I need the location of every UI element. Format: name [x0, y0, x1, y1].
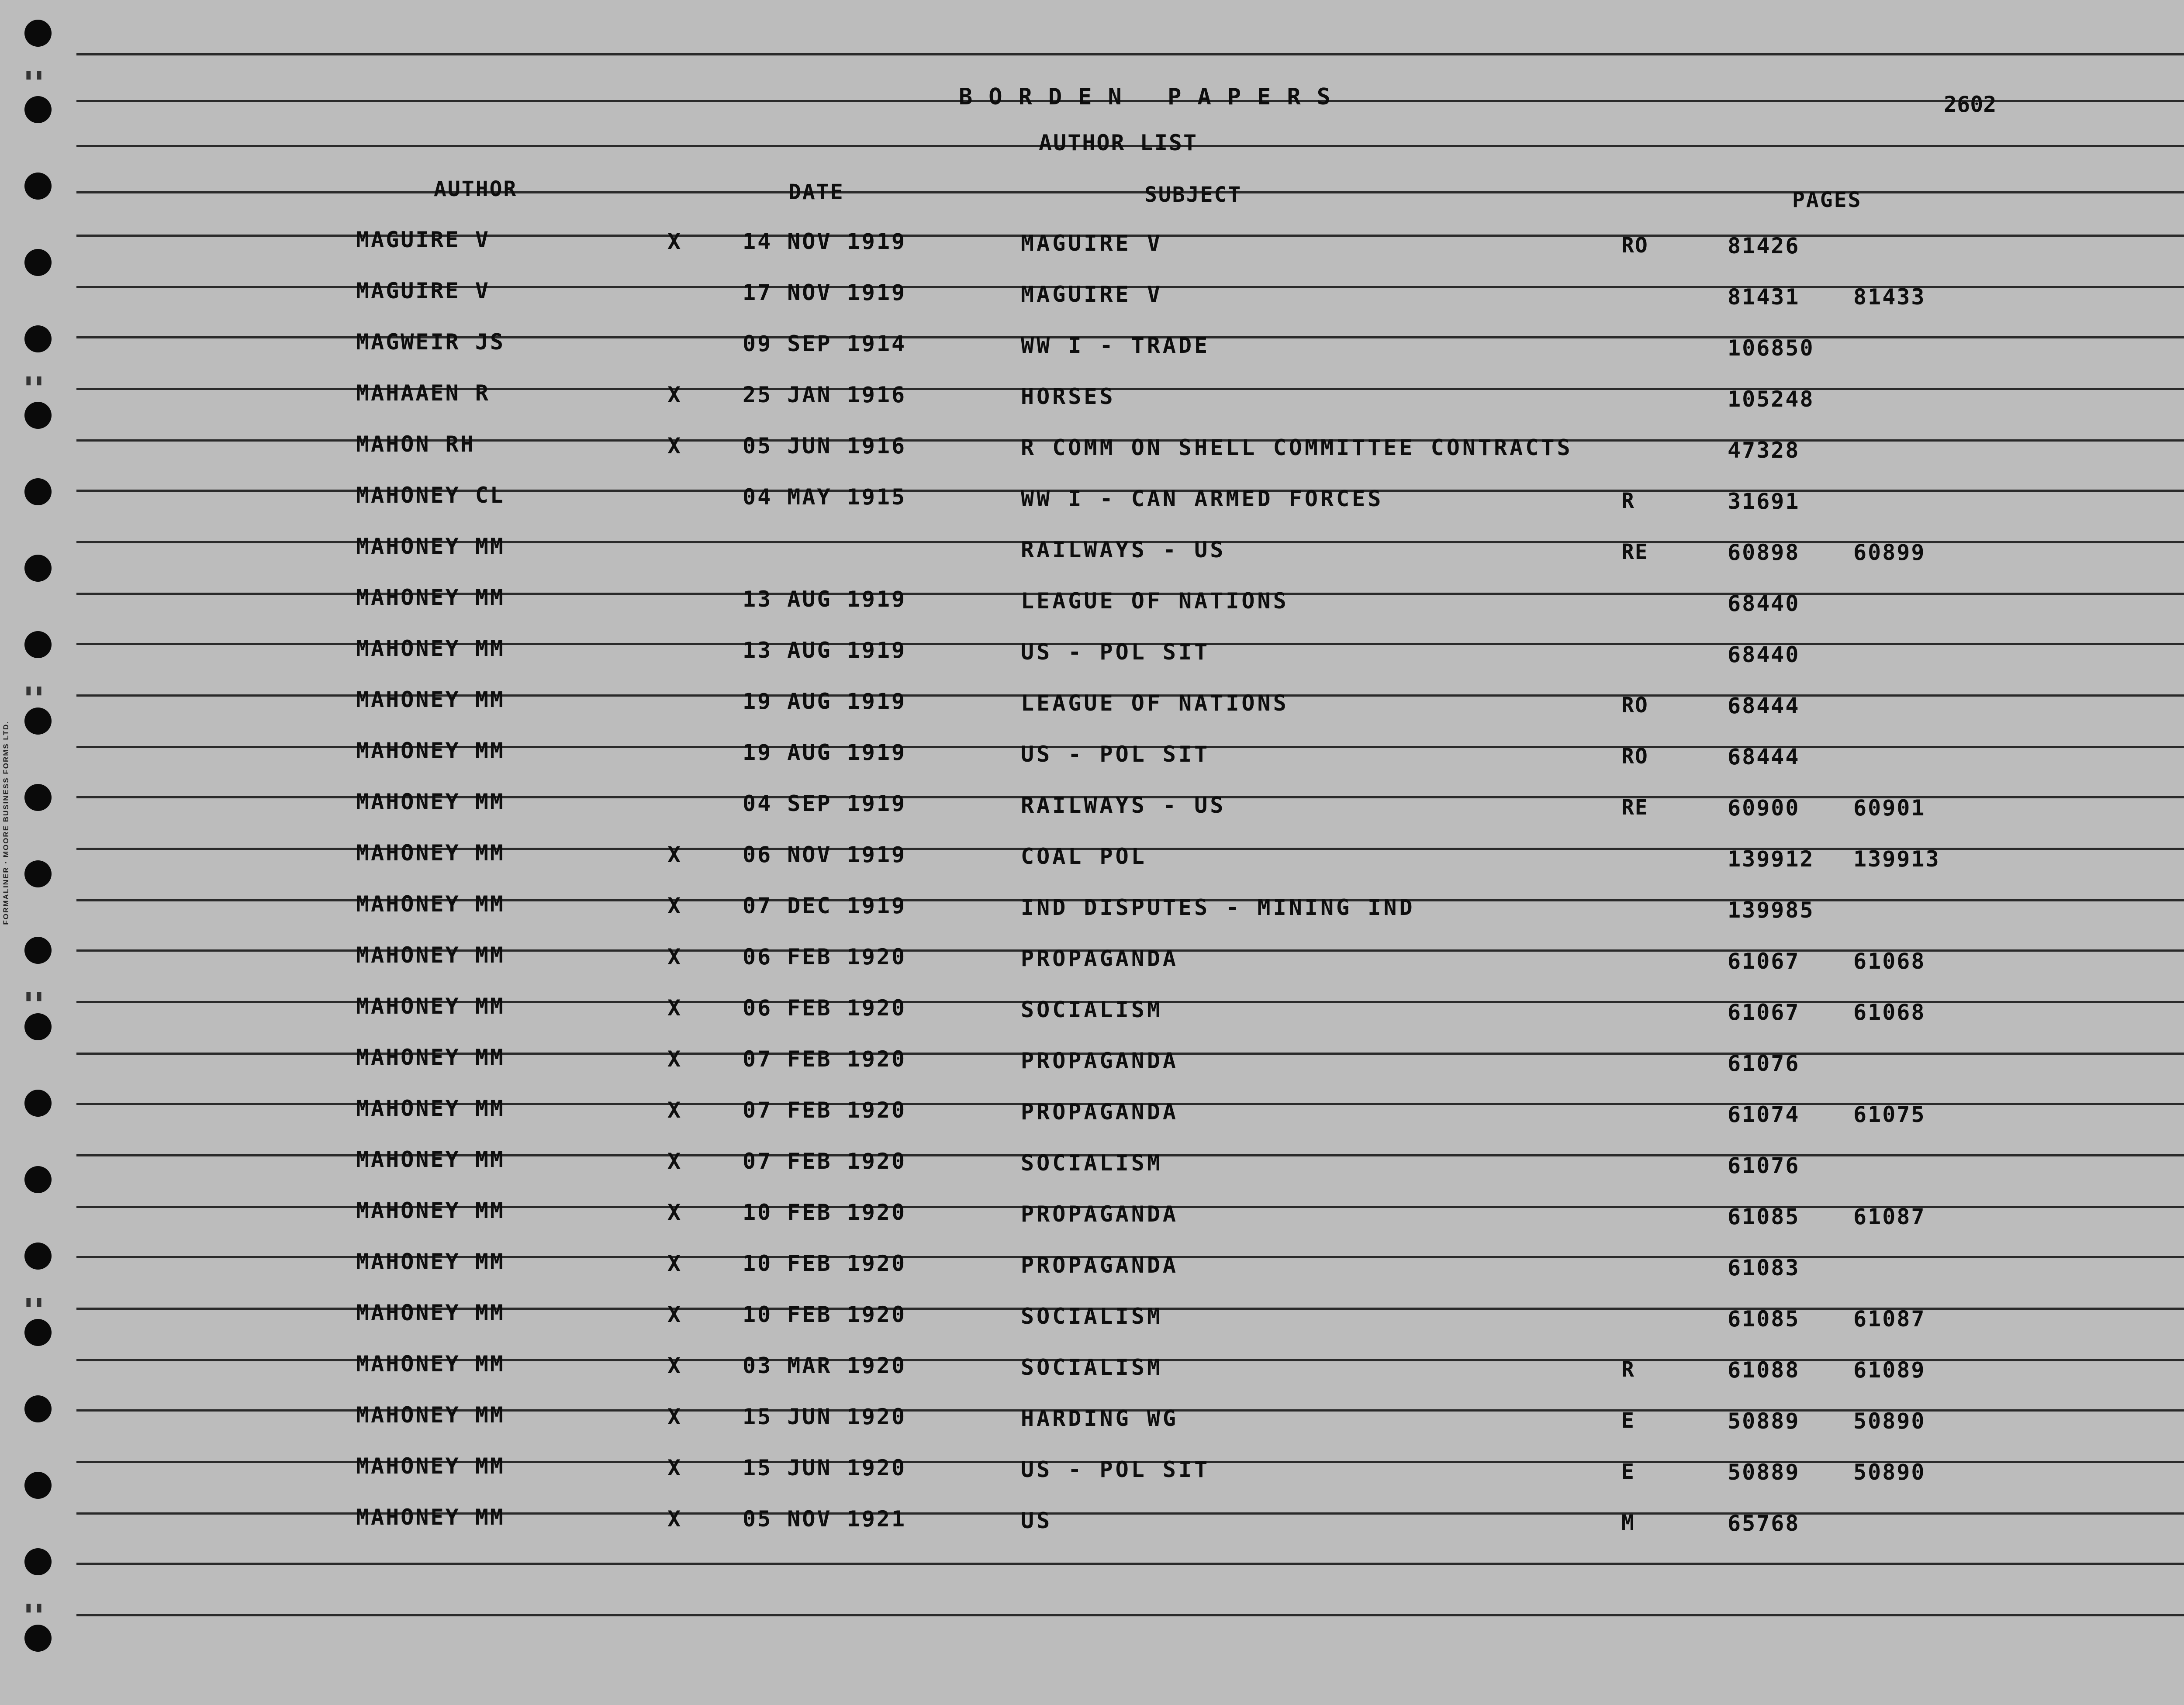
table-row: [0, 1505, 2184, 1539]
table-row: [0, 994, 2184, 1029]
mark-cell: X: [667, 1404, 681, 1429]
mark-cell: X: [667, 229, 681, 254]
subject-cell: US - POL SIT: [1021, 742, 1210, 767]
page-start-cell: 60898: [1728, 540, 1800, 565]
date-cell: 25 JAN 1916: [743, 382, 907, 407]
table-row: [0, 1147, 2184, 1182]
author-cell: MAHAAEN R: [356, 380, 490, 406]
mark-cell: X: [667, 433, 681, 459]
date-cell: 03 MAR 1920: [743, 1353, 907, 1378]
author-cell: MAHONEY MM: [356, 994, 505, 1019]
date-cell: 07 FEB 1920: [743, 1098, 907, 1123]
page-end-cell: 61087: [1853, 1306, 1926, 1332]
date-cell: 19 AUG 1919: [743, 689, 907, 714]
author-cell: MAHONEY MM: [356, 1045, 505, 1070]
author-cell: MAHONEY MM: [356, 840, 505, 866]
code-cell: M: [1621, 1511, 1635, 1535]
column-header-subject: SUBJECT: [1144, 183, 1242, 207]
page-start-cell: 50889: [1728, 1460, 1800, 1485]
code-cell: RO: [1621, 693, 1648, 718]
code-cell: RE: [1621, 540, 1648, 564]
page-end-cell: 60901: [1853, 795, 1926, 821]
mark-cell: X: [667, 1046, 681, 1072]
mark-cell: X: [667, 1302, 681, 1327]
date-cell: 10 FEB 1920: [743, 1251, 907, 1276]
page-start-cell: 65768: [1728, 1511, 1800, 1536]
date-cell: 06 FEB 1920: [743, 944, 907, 970]
date-cell: 06 FEB 1920: [743, 995, 907, 1021]
mark-cell: X: [667, 1149, 681, 1174]
author-cell: MAHON RH: [356, 431, 475, 457]
feed-hole: [24, 1625, 52, 1652]
date-cell: 04 SEP 1919: [743, 791, 907, 816]
page-start-cell: 47328: [1728, 438, 1800, 463]
subject-cell: PROPAGANDA: [1021, 946, 1179, 971]
table-row: [0, 636, 2184, 671]
author-cell: MAHONEY CL: [356, 483, 505, 508]
author-cell: MAHONEY MM: [356, 1249, 505, 1274]
table-row: [0, 1198, 2184, 1233]
author-cell: MAHONEY MM: [356, 1147, 505, 1172]
table-row: [0, 687, 2184, 722]
mark-cell: X: [667, 1098, 681, 1123]
date-cell: 15 JUN 1920: [743, 1404, 907, 1429]
table-row: [0, 1096, 2184, 1131]
page-start-cell: 68440: [1728, 642, 1800, 667]
subject-cell: LEAGUE OF NATIONS: [1021, 588, 1289, 614]
page-start-cell: 105248: [1728, 387, 1814, 412]
table-row: [0, 840, 2184, 875]
author-cell: MAHONEY MM: [356, 585, 505, 610]
subject-cell: US - POL SIT: [1021, 639, 1210, 665]
page-start-cell: 81431: [1728, 284, 1800, 310]
page-end-cell: 61068: [1853, 1000, 1926, 1025]
page-end-cell: 60899: [1853, 540, 1926, 565]
date-cell: 14 NOV 1919: [743, 229, 907, 254]
date-cell: 09 SEP 1914: [743, 331, 907, 356]
fold-mark: ▮▮: [24, 1598, 45, 1616]
subject-cell: US: [1021, 1508, 1053, 1533]
date-cell: 15 JUN 1920: [743, 1455, 907, 1481]
subject-cell: HORSES: [1021, 384, 1116, 409]
subject-cell: SOCIALISM: [1021, 997, 1163, 1022]
code-cell: E: [1621, 1408, 1635, 1433]
date-cell: 10 FEB 1920: [743, 1200, 907, 1225]
author-cell: MAHONEY MM: [356, 789, 505, 815]
subject-cell: COAL POL: [1021, 844, 1147, 869]
author-cell: MAHONEY MM: [356, 891, 505, 917]
column-header-author: AUTHOR: [434, 177, 518, 201]
page-end-cell: 61089: [1853, 1357, 1926, 1383]
author-cell: MAHONEY MM: [356, 1351, 505, 1377]
date-cell: 07 FEB 1920: [743, 1149, 907, 1174]
subject-cell: SOCIALISM: [1021, 1304, 1163, 1329]
code-cell: R: [1621, 1357, 1635, 1382]
page-start-cell: 61074: [1728, 1102, 1800, 1127]
fold-mark: ▮▮: [24, 66, 45, 83]
ruled-line: [76, 191, 2184, 193]
mark-cell: X: [667, 1200, 681, 1225]
feed-hole: [24, 173, 52, 200]
page-start-cell: 106850: [1728, 335, 1814, 361]
document-title: BORDEN PAPERS: [959, 84, 1347, 110]
ruled-line: [76, 1563, 2184, 1565]
page-start-cell: 61067: [1728, 949, 1800, 974]
author-cell: MAGWEIR JS: [356, 329, 505, 355]
page-start-cell: 68444: [1728, 744, 1800, 770]
author-cell: MAHONEY MM: [356, 942, 505, 968]
ruled-line: [76, 53, 2184, 55]
subject-cell: PROPAGANDA: [1021, 1048, 1179, 1073]
date-cell: 06 NOV 1919: [743, 842, 907, 867]
fold-mark: ▮▮: [24, 987, 45, 1004]
page-start-cell: 68440: [1728, 591, 1800, 616]
table-row: [0, 380, 2184, 415]
date-cell: 17 NOV 1919: [743, 280, 907, 305]
page-start-cell: 61067: [1728, 1000, 1800, 1025]
code-cell: R: [1621, 489, 1635, 513]
author-cell: MAGUIRE V: [356, 278, 490, 304]
subject-cell: WW I - TRADE: [1021, 333, 1210, 358]
author-cell: MAHONEY MM: [356, 1096, 505, 1121]
page-start-cell: 81426: [1728, 233, 1800, 259]
code-cell: RO: [1621, 744, 1648, 769]
fold-mark: ▮▮: [24, 681, 45, 699]
mark-cell: X: [667, 382, 681, 407]
subject-cell: HARDING WG: [1021, 1406, 1179, 1431]
author-cell: MAHONEY MM: [356, 1505, 505, 1530]
table-row: [0, 891, 2184, 926]
date-cell: 07 DEC 1919: [743, 893, 907, 918]
mark-cell: X: [667, 995, 681, 1021]
page-start-cell: 60900: [1728, 795, 1800, 821]
page-start-cell: 61088: [1728, 1357, 1800, 1383]
mark-cell: X: [667, 842, 681, 867]
page-end-cell: 50890: [1853, 1460, 1926, 1485]
table-row: [0, 738, 2184, 773]
page-start-cell: 68444: [1728, 693, 1800, 718]
table-row: [0, 1453, 2184, 1488]
table-row: [0, 278, 2184, 313]
page-end-cell: 61068: [1853, 949, 1926, 974]
feed-hole: [24, 20, 52, 47]
mark-cell: X: [667, 944, 681, 970]
subject-cell: WW I - CAN ARMED FORCES: [1021, 486, 1384, 511]
table-row: [0, 1045, 2184, 1080]
subject-cell: US - POL SIT: [1021, 1457, 1210, 1482]
fold-mark: ▮▮: [24, 1293, 45, 1310]
column-header-pages: PAGES: [1792, 188, 1862, 212]
column-header-date: DATE: [788, 180, 844, 204]
page-end-cell: 139913: [1853, 846, 1940, 872]
table-row: [0, 789, 2184, 824]
subject-cell: R COMM ON SHELL COMMITTEE CONTRACTS: [1021, 435, 1573, 460]
page-end-cell: 61075: [1853, 1102, 1926, 1127]
date-cell: 13 AUG 1919: [743, 638, 907, 663]
table-row: [0, 227, 2184, 262]
code-cell: E: [1621, 1460, 1635, 1484]
table-row: [0, 431, 2184, 466]
subject-cell: RAILWAYS - US: [1021, 793, 1226, 818]
page-start-cell: 139912: [1728, 846, 1814, 872]
date-cell: 13 AUG 1919: [743, 587, 907, 612]
subject-cell: SOCIALISM: [1021, 1355, 1163, 1380]
document-subtitle: AUTHOR LIST: [1039, 130, 1198, 155]
table-row: [0, 1402, 2184, 1437]
page-end-cell: 81433: [1853, 284, 1926, 310]
form-edge-print: FORMALINER · MOORE BUSINESS FORMS LTD.: [2, 721, 10, 925]
table-row: [0, 1351, 2184, 1386]
author-cell: MAHONEY MM: [356, 738, 505, 763]
mark-cell: X: [667, 893, 681, 918]
date-cell: 05 NOV 1921: [743, 1506, 907, 1532]
fold-mark: ▮▮: [24, 371, 45, 389]
page-start-cell: 139985: [1728, 897, 1814, 923]
page-start-cell: 50889: [1728, 1408, 1800, 1434]
code-cell: RO: [1621, 233, 1648, 258]
author-cell: MAHONEY MM: [356, 687, 505, 712]
mark-cell: X: [667, 1506, 681, 1532]
ruled-line: [76, 1614, 2184, 1616]
table-row: [0, 1249, 2184, 1284]
feed-hole: [24, 1548, 52, 1575]
author-cell: MAHONEY MM: [356, 534, 505, 559]
page-end-cell: 50890: [1853, 1408, 1926, 1434]
author-cell: MAGUIRE V: [356, 227, 490, 252]
mark-cell: X: [667, 1455, 681, 1481]
subject-cell: PROPAGANDA: [1021, 1201, 1179, 1227]
subject-cell: RAILWAYS - US: [1021, 537, 1226, 563]
table-row: [0, 1300, 2184, 1335]
page-start-cell: 61085: [1728, 1306, 1800, 1332]
subject-cell: PROPAGANDA: [1021, 1099, 1179, 1125]
subject-cell: IND DISPUTES - MINING IND: [1021, 895, 1415, 920]
table-row: [0, 534, 2184, 569]
date-cell: 19 AUG 1919: [743, 740, 907, 765]
mark-cell: X: [667, 1251, 681, 1276]
table-row: [0, 483, 2184, 518]
page-start-cell: 61083: [1728, 1255, 1800, 1280]
feed-hole: [24, 96, 52, 123]
author-cell: MAHONEY MM: [356, 1300, 505, 1325]
page-end-cell: 61087: [1853, 1204, 1926, 1229]
author-cell: MAHONEY MM: [356, 1198, 505, 1223]
subject-cell: MAGUIRE V: [1021, 231, 1163, 256]
page-start-cell: 61076: [1728, 1153, 1800, 1178]
author-cell: MAHONEY MM: [356, 636, 505, 661]
date-cell: 07 FEB 1920: [743, 1046, 907, 1072]
table-row: [0, 329, 2184, 364]
mark-cell: X: [667, 1353, 681, 1378]
subject-cell: LEAGUE OF NATIONS: [1021, 690, 1289, 716]
date-cell: 05 JUN 1916: [743, 433, 907, 459]
table-row: [0, 942, 2184, 977]
date-cell: 04 MAY 1915: [743, 484, 907, 510]
subject-cell: MAGUIRE V: [1021, 282, 1163, 307]
author-cell: MAHONEY MM: [356, 1453, 505, 1479]
page-start-cell: 61076: [1728, 1051, 1800, 1076]
subject-cell: SOCIALISM: [1021, 1150, 1163, 1176]
date-cell: 10 FEB 1920: [743, 1302, 907, 1327]
sheet-number: 2602: [1944, 92, 1997, 117]
table-row: [0, 585, 2184, 620]
page-start-cell: 31691: [1728, 489, 1800, 514]
page-start-cell: 61085: [1728, 1204, 1800, 1229]
code-cell: RE: [1621, 795, 1648, 820]
subject-cell: PROPAGANDA: [1021, 1253, 1179, 1278]
author-cell: MAHONEY MM: [356, 1402, 505, 1428]
